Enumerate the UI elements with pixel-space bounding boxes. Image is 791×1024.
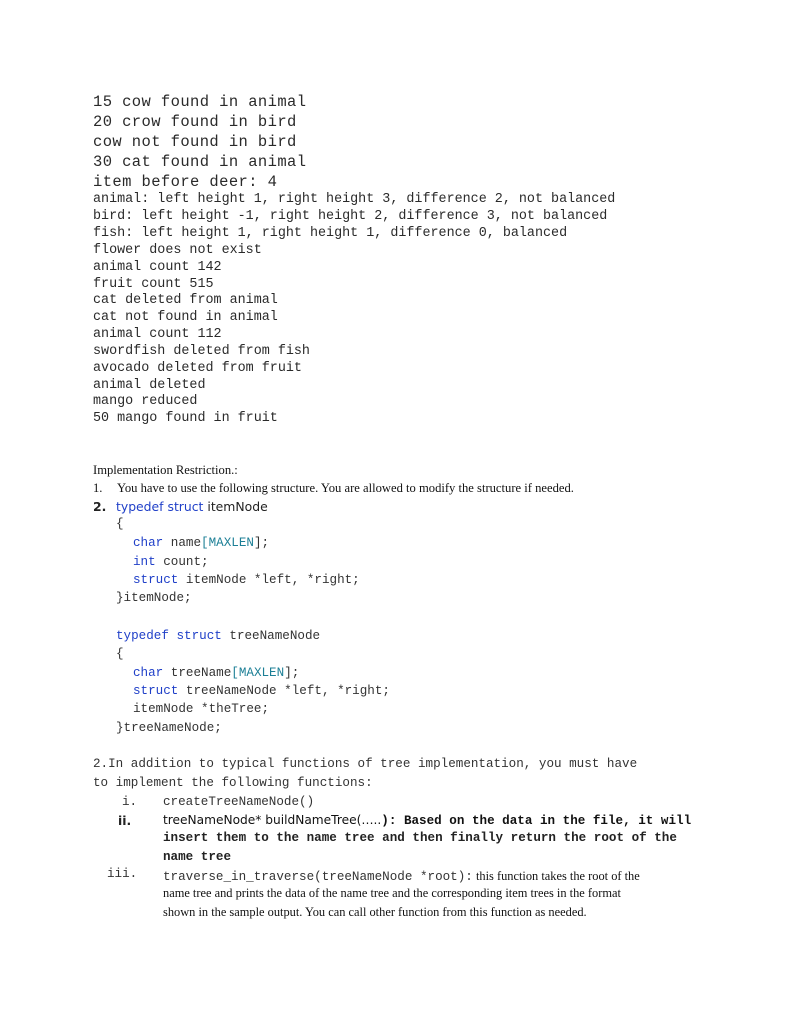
code-brace: }itemNode; (116, 591, 192, 605)
struct-name: itemNode (207, 499, 268, 514)
function-name: traverse_in_traverse(treeNameNode *root): (163, 870, 473, 884)
code-text: treeNameNode (221, 629, 321, 643)
function-description: shown in the sample output. You can call other function from this function as needed. (163, 905, 587, 919)
output-line: fruit count 515 (93, 277, 214, 292)
keyword: int (133, 555, 156, 569)
restriction-text: You have to use the following structure. You are allowed to modify the structure if needed. (117, 481, 574, 495)
code-text: [ (231, 666, 239, 680)
code-brace: { (116, 647, 124, 661)
output-line: 30 cat found in animal (93, 153, 307, 171)
keyword: char (133, 536, 164, 550)
code-text: ): Based on the data in the file, it will (381, 814, 692, 828)
output-line: cat deleted from animal (93, 293, 278, 308)
code-line (133, 684, 390, 698)
code-brace: { (116, 517, 124, 531)
code-text: itemNode *left, *right; (178, 573, 360, 587)
function-name: createTreeNameNode() (163, 795, 315, 809)
list-number: i. (122, 795, 138, 809)
restrictions-heading: Implementation Restriction.: (93, 463, 238, 477)
function-name: treeNameNode* buildNameTree( (163, 813, 362, 827)
output-line: 20 crow found in bird (93, 113, 297, 131)
code-text: this function takes the root of the (472, 869, 640, 883)
item-number: 2. (93, 499, 107, 514)
output-line: cow not found in bird (93, 133, 297, 151)
keyword: char (133, 666, 164, 680)
code-line (133, 573, 360, 587)
code-line: itemNode *theTree; (133, 702, 270, 716)
code-text: ]; (253, 536, 270, 550)
keyword: struct (133, 573, 179, 587)
macro: MAXLEN (238, 666, 285, 680)
keyword: typedef (116, 499, 164, 514)
function-description (163, 813, 691, 828)
code-text: ….. (361, 813, 382, 827)
function-description: insert them to the name tree and then finally return the root of the (163, 831, 677, 845)
list-number: ii. (118, 813, 132, 828)
code-brace: }treeNameNode; (116, 721, 222, 735)
output-line: 50 mango found in fruit (93, 411, 278, 426)
function-description: name tree and prints the data of the name tree and the corresponding item trees in the format (163, 886, 621, 900)
output-line: flower does not exist (93, 243, 262, 258)
keyword: struct (176, 629, 222, 643)
code-header-itemnode (116, 499, 268, 514)
output-line: swordfish deleted from fish (93, 344, 310, 359)
output-line: cat not found in animal (93, 310, 278, 325)
keyword: typedef (116, 629, 169, 643)
code-text: [ (201, 536, 209, 550)
output-line: animal count 142 (93, 260, 222, 275)
output-line: bird: left height -1, right height 2, difference 3, not balanced (93, 209, 608, 224)
output-line: item before deer: 4 (93, 173, 278, 191)
output-line: 15 cow found in animal (93, 93, 307, 111)
code-line (133, 666, 299, 680)
code-line (133, 555, 209, 569)
code-line (133, 536, 269, 550)
code-text: count; (155, 555, 209, 569)
code-text: treeName (163, 666, 232, 680)
item-number: 1. (93, 481, 103, 495)
functions-intro: to implement the following functions: (93, 776, 373, 790)
function-description: name tree (163, 850, 232, 864)
keyword: struct (167, 499, 204, 514)
keyword: struct (133, 684, 179, 698)
function-description (163, 867, 640, 885)
output-line: mango reduced (93, 394, 198, 409)
output-line: animal: left height 1, right height 3, difference 2, not balanced (93, 192, 616, 207)
code-text: ]; (284, 666, 300, 680)
list-number: iii. (107, 867, 138, 881)
output-line: fish: left height 1, right height 1, difference 0, balanced (93, 226, 568, 241)
output-line: avocado deleted from fruit (93, 361, 302, 376)
output-line: animal count 112 (93, 327, 222, 342)
code-text: name (163, 536, 202, 550)
code-line (116, 629, 320, 643)
functions-intro: 2.In addition to typical functions of tree implementation, you must have (93, 757, 638, 771)
output-line: animal deleted (93, 378, 206, 393)
macro: MAXLEN (208, 536, 254, 550)
code-text: treeNameNode *left, *right; (178, 684, 390, 698)
